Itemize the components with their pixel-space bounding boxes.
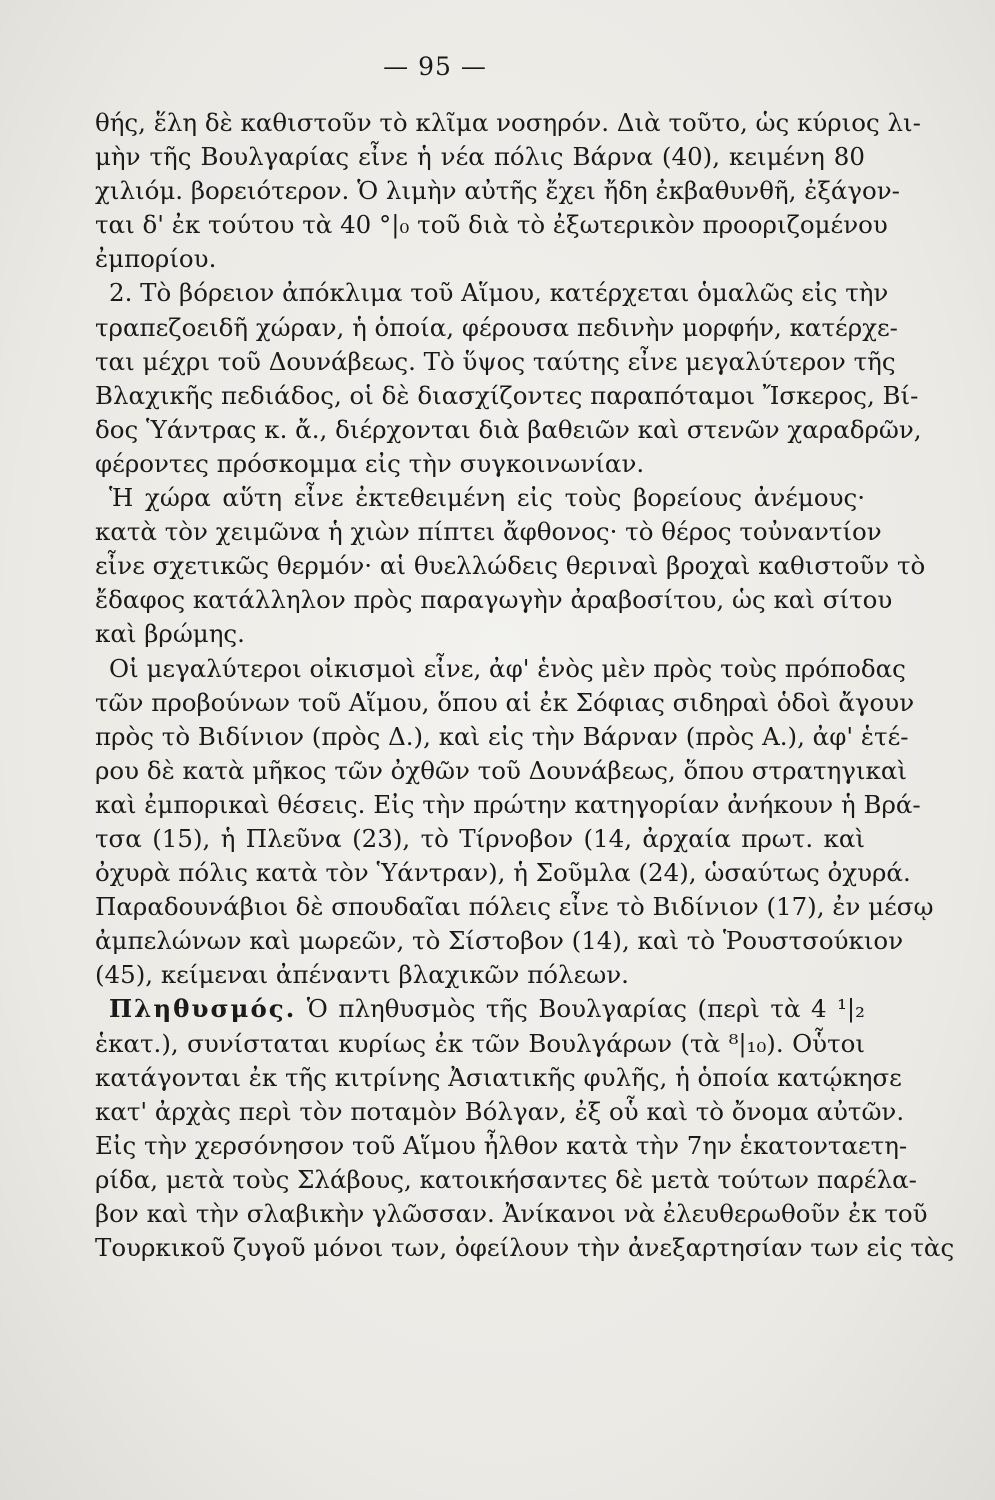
line-text: ἑκατ.), συνίσταται κυρίως ἐκ τῶν Βουλγάρων (τὰ ⁸|₁₀). Οὗτοι <box>95 1028 865 1058</box>
body-text <box>95 106 955 1265</box>
text-line <box>95 1095 905 1129</box>
text-line <box>95 174 900 208</box>
text-line <box>95 686 915 720</box>
line-text: 2. Τὸ βόρειον ἀπόκλιμα τοῦ Αἵμου, κατέρχεται ὁμαλῶς εἰς τὴν <box>109 278 889 308</box>
text-line <box>95 958 865 992</box>
text-line <box>95 208 888 242</box>
text-line <box>95 106 921 140</box>
text-line <box>95 1027 865 1061</box>
line-text: καὶ ἐμπορικαὶ θέσεις. Εἰς τὴν πρώτην κατηγορίαν ἀνήκουν ἡ Βρά- <box>95 789 921 819</box>
text-line <box>95 276 889 310</box>
line-text: ται μέχρι τοῦ Δουνάβεως. Τὸ ὕψος ταύτης εἶνε μεγαλύτερον τῆς <box>95 346 896 376</box>
text-line <box>95 617 865 651</box>
line-text: Ἡ χώρα αὕτη εἶνε ἐκτεθειμένη εἰς τοὺς βορείους ἀνέμους· <box>109 483 865 513</box>
text-line <box>95 754 908 788</box>
line-text: βον καὶ τὴν σλαβικὴν γλῶσσαν. Ἀνίκανοι νὰ ἐλευθερωθοῦν ἐκ τοῦ <box>95 1199 928 1228</box>
line-text: κατ' ἀρχὰς περὶ τὸν ποταμὸν Βόλγαν, ἐξ οὗ καὶ τὸ ὄνομα αὐτῶν. <box>95 1096 905 1126</box>
line-text: τραπεζοειδῆ χώραν, ἡ ὁποία, φέρουσα πεδινὴν μορφήν, κατέρχε- <box>95 312 898 342</box>
line-text: τῶν προβούνων τοῦ Αἵμου, ὅπου αἱ ἐκ Σόφιας σιδηραὶ ὁδοὶ ἄγουν <box>95 687 915 717</box>
text-line <box>95 890 934 924</box>
line-text: ται δ' ἐκ τούτου τὰ 40 °|₀ τοῦ διὰ τὸ ἐξωτερικὸν προοριζομένου <box>95 210 888 240</box>
text-line <box>95 924 904 958</box>
text-line <box>95 583 893 617</box>
text-line <box>95 1197 928 1231</box>
line-text: ὀχυρὰ πόλις κατὰ τὸν Ὑάντραν), ἡ Σοῦμλα (24), ὡσαύτως ὀχυρά. <box>95 858 911 888</box>
line-text: θής, ἕλη δὲ καθιστοῦν τὸ κλῖμα νοσηρόν. Διὰ τοῦτο, ὡς κύριος λι- <box>95 108 921 137</box>
text-line <box>95 345 896 379</box>
line-text: χιλιόμ. βορειότερον. Ὁ λιμὴν αὐτῆς ἔχει ἤδη ἐκβαθυνθῆ, ἐξάγον- <box>95 176 900 206</box>
line-text: κατὰ τὸν χειμῶνα ἡ χιὼν πίπτει ἄφθονος· τὸ θέρος τοὐναντίον <box>95 517 882 547</box>
line-text: καὶ βρώμης. <box>95 619 245 649</box>
text-line <box>95 140 865 174</box>
line-text: Οἱ μεγαλύτεροι οἰκισμοὶ εἶνε, ἀφ' ἑνὸς μὲν πρὸς τοὺς πρόποδας <box>109 653 906 683</box>
text-line <box>95 856 911 890</box>
text-line <box>95 652 906 686</box>
line-text: (45), κείμεναι ἀπέναντι βλαχικῶν πόλεων. <box>95 960 629 990</box>
line-text: Βλαχικῆς πεδιάδος, οἱ δὲ διασχίζοντες παραπόταμοι Ἴσκερος, Βί- <box>95 380 919 410</box>
text-line <box>95 1129 908 1163</box>
line-text: εἶνε σχετικῶς θερμόν· αἱ θυελλώδεις θεριναὶ βροχαὶ καθιστοῦν τὸ <box>95 551 926 581</box>
text-line <box>95 379 919 413</box>
line-text: Παραδουνάβιοι δὲ σπουδαῖαι πόλεις εἶνε τὸ Βιδίνιον (17), ἐν μέσῳ <box>95 892 934 922</box>
text-line <box>95 822 865 856</box>
section-heading: Πληθυσμός. <box>109 994 297 1024</box>
text-line <box>95 720 909 754</box>
text-line <box>95 992 865 1026</box>
text-line <box>95 788 921 822</box>
line-text: Τουρκικοῦ ζυγοῦ μόνοι των, ὀφείλουν τὴν ἀνεξαρτησίαν των εἰς τὰς <box>95 1233 955 1263</box>
text-line <box>95 1231 955 1265</box>
line-text: Εἰς τὴν χερσόνησον τοῦ Αἵμου ἦλθον κατὰ τὴν 7ην ἑκατονταετη- <box>95 1130 908 1160</box>
line-text: κατάγονται ἐκ τῆς κιτρίνης Ἀσιατικῆς φυλῆς, ἡ ὁποία κατῴκησε <box>95 1062 902 1092</box>
page-number: — 95 — <box>383 52 487 81</box>
text-line <box>95 481 865 515</box>
line-text: πρὸς τὸ Βιδίνιον (πρὸς Δ.), καὶ εἰς τὴν Βάρναν (πρὸς Α.), ἀφ' ἑτέ- <box>95 721 909 751</box>
line-text: ρίδα, μετὰ τοὺς Σλάβους, κατοικήσαντες δὲ μετὰ τούτων παρέλα- <box>95 1164 917 1194</box>
text-line <box>95 515 882 549</box>
text-line <box>95 242 865 276</box>
line-text: δος Ὑάντρας κ. ἄ., διέρχονται διὰ βαθειῶν καὶ στενῶν χαραδρῶν, <box>95 414 922 444</box>
line-text: ρου δὲ κατὰ μῆκος τῶν ὀχθῶν τοῦ Δουνάβεως, ὅπου στρατηγικαὶ <box>95 755 908 785</box>
line-text: ἐμπορίου. <box>95 244 217 274</box>
text-line <box>95 1163 917 1197</box>
line-text: μὴν τῆς Βουλγαρίας εἶνε ἡ νέα πόλις Βάρνα (40), κειμένη 80 <box>95 142 865 172</box>
text-line <box>95 447 865 481</box>
text-line <box>95 311 898 345</box>
line-text: Ὁ πληθυσμὸς τῆς Βουλγαρίας (περὶ τὰ 4 ¹|₂ <box>306 994 865 1024</box>
text-line <box>95 1061 902 1095</box>
line-text: ἔδαφος κατάλληλον πρὸς παραγωγὴν ἀραβοσίτου, ὡς καὶ σίτου <box>95 585 893 615</box>
line-text: ἀμπελώνων καὶ μωρεῶν, τὸ Σίστοβον (14), καὶ τὸ Ῥουστσούκιον <box>95 926 904 956</box>
line-text: τσα (15), ἡ Πλεῦνα (23), τὸ Τίρνοβον (14, ἀρχαία πρωτ. καὶ <box>95 823 865 853</box>
text-line <box>95 413 922 447</box>
text-line <box>95 549 926 583</box>
line-text: φέροντες πρόσκομμα εἰς τὴν συγκοινωνίαν. <box>95 448 645 478</box>
